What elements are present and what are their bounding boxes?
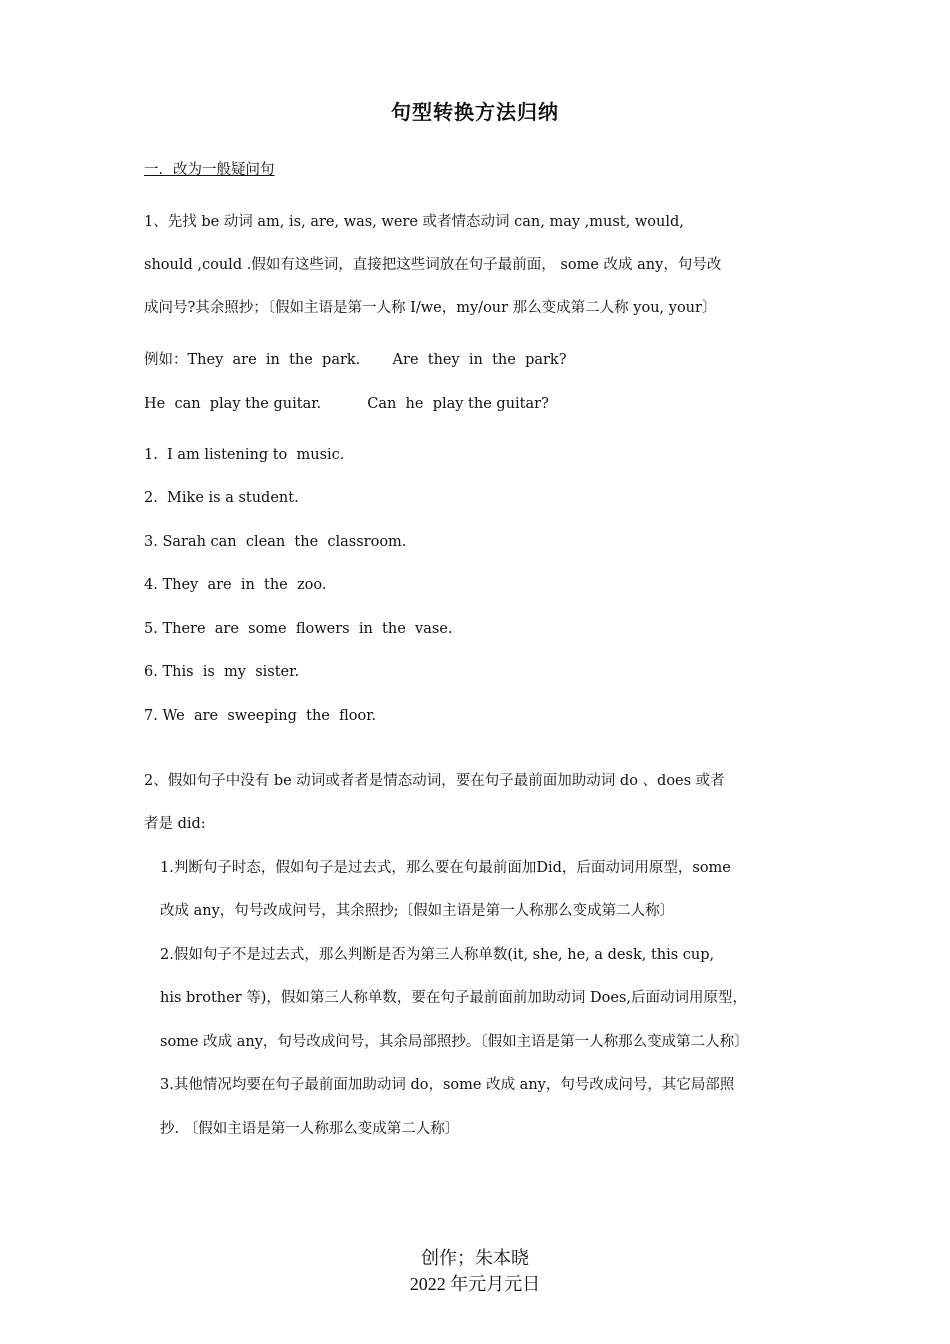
rule2-sub-line: 抄. 〔假如主语是第一人称那么变成第二人称〕 <box>160 1121 460 1137</box>
exercise-item: 2. Mike is a student. <box>144 490 299 506</box>
section-heading: 一．改为一般疑问句 <box>144 162 275 178</box>
rule2-sub-line: some 改成 any，句号改成问号，其余局部照抄。〔假如主语是第一人称那么变成第二人称〕 <box>160 1034 749 1050</box>
footer-date: 2022 年元月元日 <box>409 1274 541 1294</box>
exercise-item: 7. We are sweeping the floor. <box>144 708 377 724</box>
exercise-item: 3. Sarah can clean the classroom. <box>144 534 407 550</box>
rule2-line: 者是 did: <box>144 816 206 832</box>
rule1-line: should ,could .假如有这些词，直接把这些词放在句子最前面， some 改成 any，句号改 <box>144 257 722 273</box>
rule2-sub-line: his brother 等)，假如第三人称单数，要在句子最前面前加助动词 Does,后面动词用原型， <box>160 990 748 1006</box>
rule2-sub-line: 改成 any，句号改成问号，其余照抄;〔假如主语是第一人称那么变成第二人称〕 <box>160 903 675 919</box>
rule2-sub-line: 3.其他情况均要在句子最前面加助动词 do，some 改成 any，句号改成问号，其它局部照 <box>160 1077 735 1093</box>
exercise-item: 6. This is my sister. <box>144 664 300 680</box>
rule2-sub-line: 1.判断句子时态，假如句子是过去式，那么要在句最前面加Did，后面动词用原型，some <box>160 860 731 876</box>
example-line: He can play the guitar. Can he play the guitar? <box>144 396 549 412</box>
rule1-line: 1、先找 be 动词 am, is, are, was, were 或者情态动词 can, may ,must, would, <box>144 214 684 230</box>
example-line: 例如：They are in the park. Are they in the park? <box>144 352 567 368</box>
rule1-line: 成问号?其余照抄；〔假如主语是第一人称 I/we，my/our 那么变成第二人称 you, your〕 <box>144 300 717 316</box>
rule2-sub-line: 2.假如句子不是过去式，那么判断是否为第三人称单数(it, she, he, a desk, this cup, <box>160 947 715 963</box>
page-title: 句型转换方法归纳 <box>391 100 559 124</box>
exercise-item: 1. I am listening to music. <box>144 447 345 463</box>
rule2-line: 2、假如句子中没有 be 动词或者者是情态动词，要在句子最前面加助动词 do 、does 或者 <box>144 773 725 789</box>
exercise-item: 5. There are some flowers in the vase. <box>144 621 453 637</box>
footer-author: 创作；朱本晓 <box>421 1248 529 1268</box>
exercise-item: 4. They are in the zoo. <box>144 577 327 593</box>
